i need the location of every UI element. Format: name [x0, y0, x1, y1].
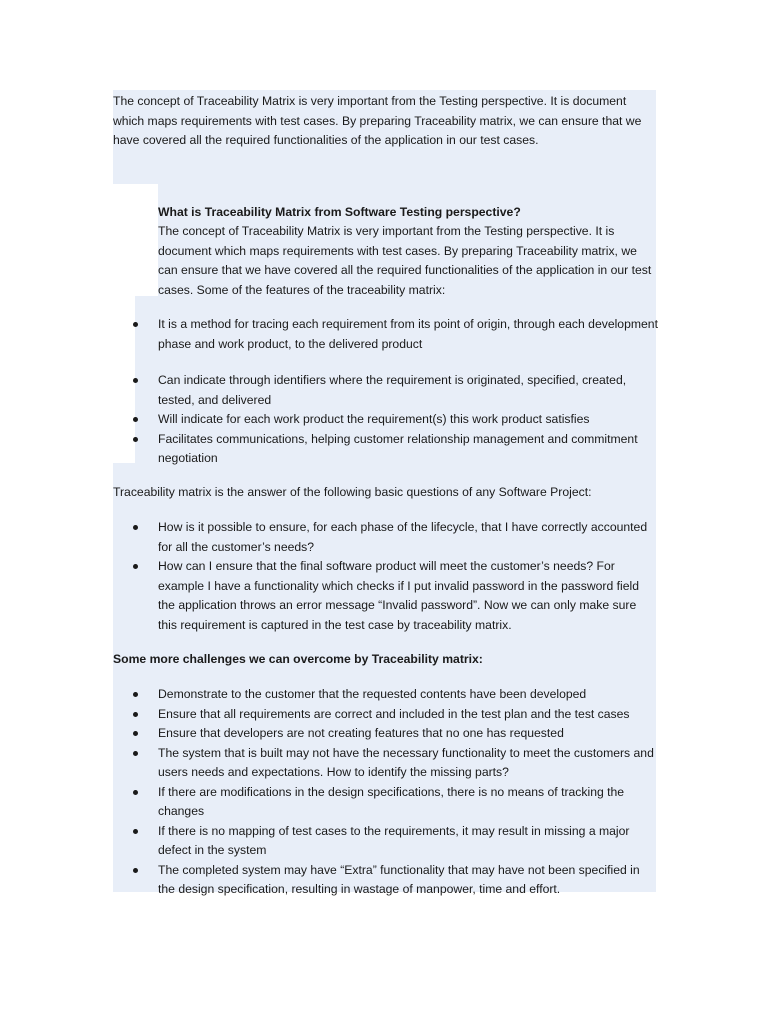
intro-paragraph: The concept of Traceability Matrix is very important from the Testing perspective. It is document which maps requirements with test cases. By preparing Traceability matrix, we can ensure that we have covered all the required functionalities of the application in our test cases.	[113, 94, 642, 147]
list-item: Ensure that developers are not creating features that no one has requested	[113, 724, 658, 744]
list-item: The system that is built may not have the necessary functionality to meet the customers and users needs and expectations. How to identify the missing parts?	[113, 744, 658, 783]
list-item: If there are modifications in the design specifications, there is no means of tracking the changes	[113, 783, 658, 822]
section3-heading: Some more challenges we can overcome by Traceability matrix:	[113, 652, 483, 666]
list-item: Will indicate for each work product the requirement(s) this work product satisfies	[113, 410, 658, 430]
list-item: It is a method for tracing each requirement from its point of origin, through each development phase and work product, to the delivered product	[113, 315, 658, 354]
list-item: Ensure that all requirements are correct and included in the test plan and the test cases	[113, 705, 658, 725]
challenges-list	[113, 685, 658, 900]
list-item: How is it possible to ensure, for each phase of the lifecycle, that I have correctly accounted for all the customer’s needs?	[113, 518, 658, 557]
features-list	[113, 315, 658, 469]
list-item: If there is no mapping of test cases to the requirements, it may result in missing a major defect in the system	[113, 822, 658, 861]
list-item: The completed system may have “Extra” functionality that may have not been specified in the design specification, resulting in wastage of manpower, time and effort.	[113, 861, 658, 900]
list-item: Facilitates communications, helping customer relationship management and commitment negotiation	[113, 430, 658, 469]
section2-intro: Traceability matrix is the answer of the following basic questions of any Software Project:	[113, 485, 592, 499]
list-item: Demonstrate to the customer that the requested contents have been developed	[113, 685, 658, 705]
section1-heading: What is Traceability Matrix from Software Testing perspective?	[158, 205, 521, 219]
list-item: How can I ensure that the final software product will meet the customer’s needs? For example I have a functionality which checks if I put invalid password in the password field the application throws an error message “Invalid password”. Now we can only make sure this requirement is captured in the test case by traceability matrix.	[113, 557, 658, 635]
list-item: Can indicate through identifiers where the requirement is originated, specified, created, tested, and delivered	[113, 371, 658, 410]
section1-paragraph: The concept of Traceability Matrix is very important from the Testing perspective. It is document which maps requirements with test cases. By preparing Traceability matrix, we can ensure that we have covered all the required functionalities of the application in our test cases. Some of the features of the traceability matrix:	[158, 224, 652, 297]
questions-list	[113, 518, 658, 635]
